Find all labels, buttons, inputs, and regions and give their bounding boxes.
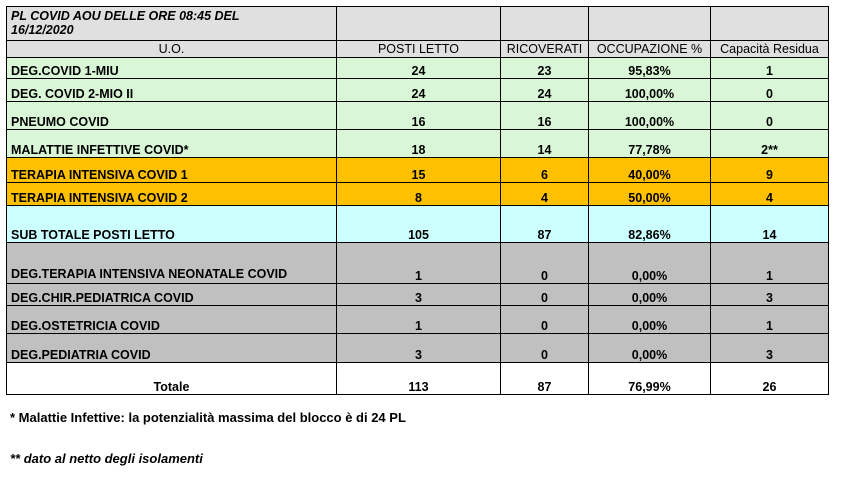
table-row: [7, 130, 829, 158]
table-row: [7, 334, 829, 363]
total-label: Totale: [7, 363, 337, 395]
title-row: [7, 7, 829, 41]
blank-cell: [337, 7, 501, 41]
row-ricoverati: 0: [501, 243, 589, 284]
total-ricoverati: 87: [501, 363, 589, 395]
row-posti: 1: [337, 306, 501, 334]
row-occupazione: 95,83%: [589, 58, 711, 79]
total-row: [7, 363, 829, 395]
row-posti: 18: [337, 130, 501, 158]
row-capacita: 0: [711, 79, 829, 102]
header-posti-letto: POSTI LETTO: [337, 41, 501, 58]
row-ricoverati: 14: [501, 130, 589, 158]
report-title-line2: 16/12/2020: [11, 23, 74, 37]
header-row: [7, 41, 829, 58]
row-ricoverati: 23: [501, 58, 589, 79]
header-occupazione: OCCUPAZIONE %: [589, 41, 711, 58]
row-ricoverati: 0: [501, 284, 589, 306]
row-posti: 24: [337, 79, 501, 102]
row-occupazione: 100,00%: [589, 102, 711, 130]
table-row: [7, 243, 829, 284]
row-ricoverati: 0: [501, 306, 589, 334]
row-capacita: 9: [711, 158, 829, 183]
row-occupazione: 77,78%: [589, 130, 711, 158]
row-occupazione: 100,00%: [589, 79, 711, 102]
row-uo: DEG. COVID 2-MIO II: [7, 79, 337, 102]
row-uo: PNEUMO COVID: [7, 102, 337, 130]
row-posti: 3: [337, 284, 501, 306]
row-occupazione: 0,00%: [589, 243, 711, 284]
table-row: [7, 284, 829, 306]
table-row: [7, 79, 829, 102]
report-title-line1: PL COVID AOU DELLE ORE 08:45 DEL: [11, 9, 240, 23]
row-uo: DEG.CHIR.PEDIATRICA COVID: [7, 284, 337, 306]
row-uo: TERAPIA INTENSIVA COVID 2: [7, 183, 337, 206]
row-capacita: 14: [711, 206, 829, 243]
row-posti: 1: [337, 243, 501, 284]
row-posti: 105: [337, 206, 501, 243]
header-uo: U.O.: [7, 41, 337, 58]
row-uo: TERAPIA INTENSIVA COVID 1: [7, 158, 337, 183]
row-occupazione: 40,00%: [589, 158, 711, 183]
header-ricoverati: RICOVERATI: [501, 41, 589, 58]
blank-cell: [711, 7, 829, 41]
footnote-isolamenti: ** dato al netto degli isolamenti: [10, 451, 203, 466]
row-occupazione: 82,86%: [589, 206, 711, 243]
row-capacita: 4: [711, 183, 829, 206]
row-capacita: 1: [711, 58, 829, 79]
row-occupazione: 50,00%: [589, 183, 711, 206]
total-capacita: 26: [711, 363, 829, 395]
row-ricoverati: 4: [501, 183, 589, 206]
footnote-malattie-infettive: * Malattie Infettive: la potenzialità massima del blocco è di 24 PL: [10, 410, 406, 425]
covid-beds-table: [6, 6, 829, 395]
header-capacita-residua: Capacità Residua: [711, 41, 829, 58]
row-occupazione: 0,00%: [589, 306, 711, 334]
blank-cell: [589, 7, 711, 41]
subtotal-row: [7, 206, 829, 243]
row-ricoverati: 24: [501, 79, 589, 102]
row-posti: 16: [337, 102, 501, 130]
row-capacita: 0: [711, 102, 829, 130]
table-row: [7, 102, 829, 130]
row-ricoverati: 16: [501, 102, 589, 130]
table-row: [7, 158, 829, 183]
row-ricoverati: 0: [501, 334, 589, 363]
row-uo: MALATTIE INFETTIVE COVID*: [7, 130, 337, 158]
row-occupazione: 0,00%: [589, 284, 711, 306]
row-uo: SUB TOTALE POSTI LETTO: [7, 206, 337, 243]
row-capacita: 3: [711, 334, 829, 363]
row-posti: 8: [337, 183, 501, 206]
row-capacita: 1: [711, 306, 829, 334]
row-posti: 3: [337, 334, 501, 363]
row-uo: DEG.PEDIATRIA COVID: [7, 334, 337, 363]
row-uo: DEG.COVID 1-MIU: [7, 58, 337, 79]
row-uo: DEG.TERAPIA INTENSIVA NEONATALE COVID: [7, 243, 337, 284]
row-capacita: 2**: [711, 130, 829, 158]
table-row: [7, 306, 829, 334]
blank-cell: [501, 7, 589, 41]
report-title: [7, 7, 337, 41]
row-occupazione: 0,00%: [589, 334, 711, 363]
total-occupazione: 76,99%: [589, 363, 711, 395]
row-ricoverati: 6: [501, 158, 589, 183]
row-posti: 15: [337, 158, 501, 183]
row-uo: DEG.OSTETRICIA COVID: [7, 306, 337, 334]
table-row: [7, 58, 829, 79]
row-capacita: 3: [711, 284, 829, 306]
total-posti: 113: [337, 363, 501, 395]
row-posti: 24: [337, 58, 501, 79]
row-capacita: 1: [711, 243, 829, 284]
table-row: [7, 183, 829, 206]
row-ricoverati: 87: [501, 206, 589, 243]
